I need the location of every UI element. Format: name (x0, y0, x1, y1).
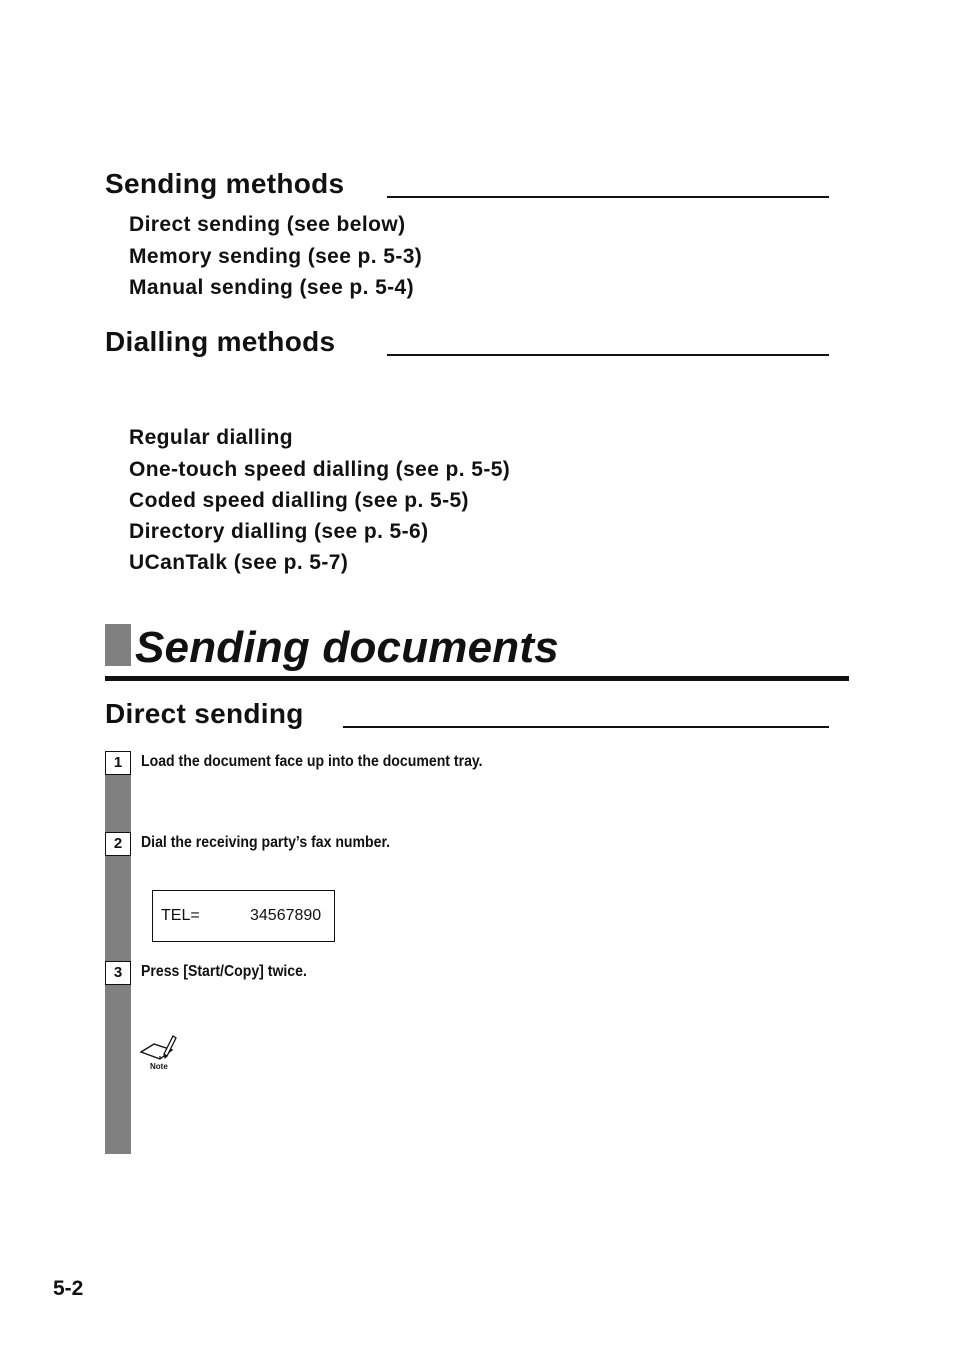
dialling-method-item: UCanTalk (see p. 5-7) (129, 551, 349, 574)
heading-rule (343, 726, 829, 728)
note-icon (138, 1032, 180, 1074)
steps-sidebar (105, 751, 131, 1154)
dialling-method-item: Regular dialling (129, 426, 293, 449)
step-number: 3 (105, 961, 131, 985)
title-marker-block (105, 624, 131, 666)
sending-method-item: Direct sending (see below) (129, 213, 406, 236)
note-label: Note (150, 1062, 168, 1071)
sending-method-item: Memory sending (see p. 5-3) (129, 245, 423, 268)
heading-rule (387, 196, 829, 198)
step-text: Press [Start/Copy] twice. (141, 963, 307, 980)
heading-rule (387, 354, 829, 356)
title-rule (105, 676, 849, 681)
sending-method-item: Manual sending (see p. 5-4) (129, 276, 415, 299)
chapter-title: Sending documents (135, 623, 559, 672)
step-number: 2 (105, 832, 131, 856)
lcd-display (152, 890, 335, 942)
dialling-method-item: Coded speed dialling (see p. 5-5) (129, 489, 469, 512)
sending-methods-heading: Sending methods (105, 168, 345, 199)
lcd-value: 34567890 (250, 907, 322, 924)
dialling-method-item: Directory dialling (see p. 5-6) (129, 520, 429, 543)
step-text: Dial the receiving party’s fax number. (141, 834, 391, 851)
direct-sending-heading: Direct sending (105, 698, 304, 729)
dialling-methods-heading: Dialling methods (105, 326, 336, 357)
dialling-method-item: One-touch speed dialling (see p. 5-5) (129, 458, 511, 481)
lcd-label: TEL= (161, 907, 200, 924)
step-text: Load the document face up into the document tray. (141, 753, 483, 770)
step-number: 1 (105, 751, 131, 775)
page-number: 5-2 (53, 1277, 84, 1300)
